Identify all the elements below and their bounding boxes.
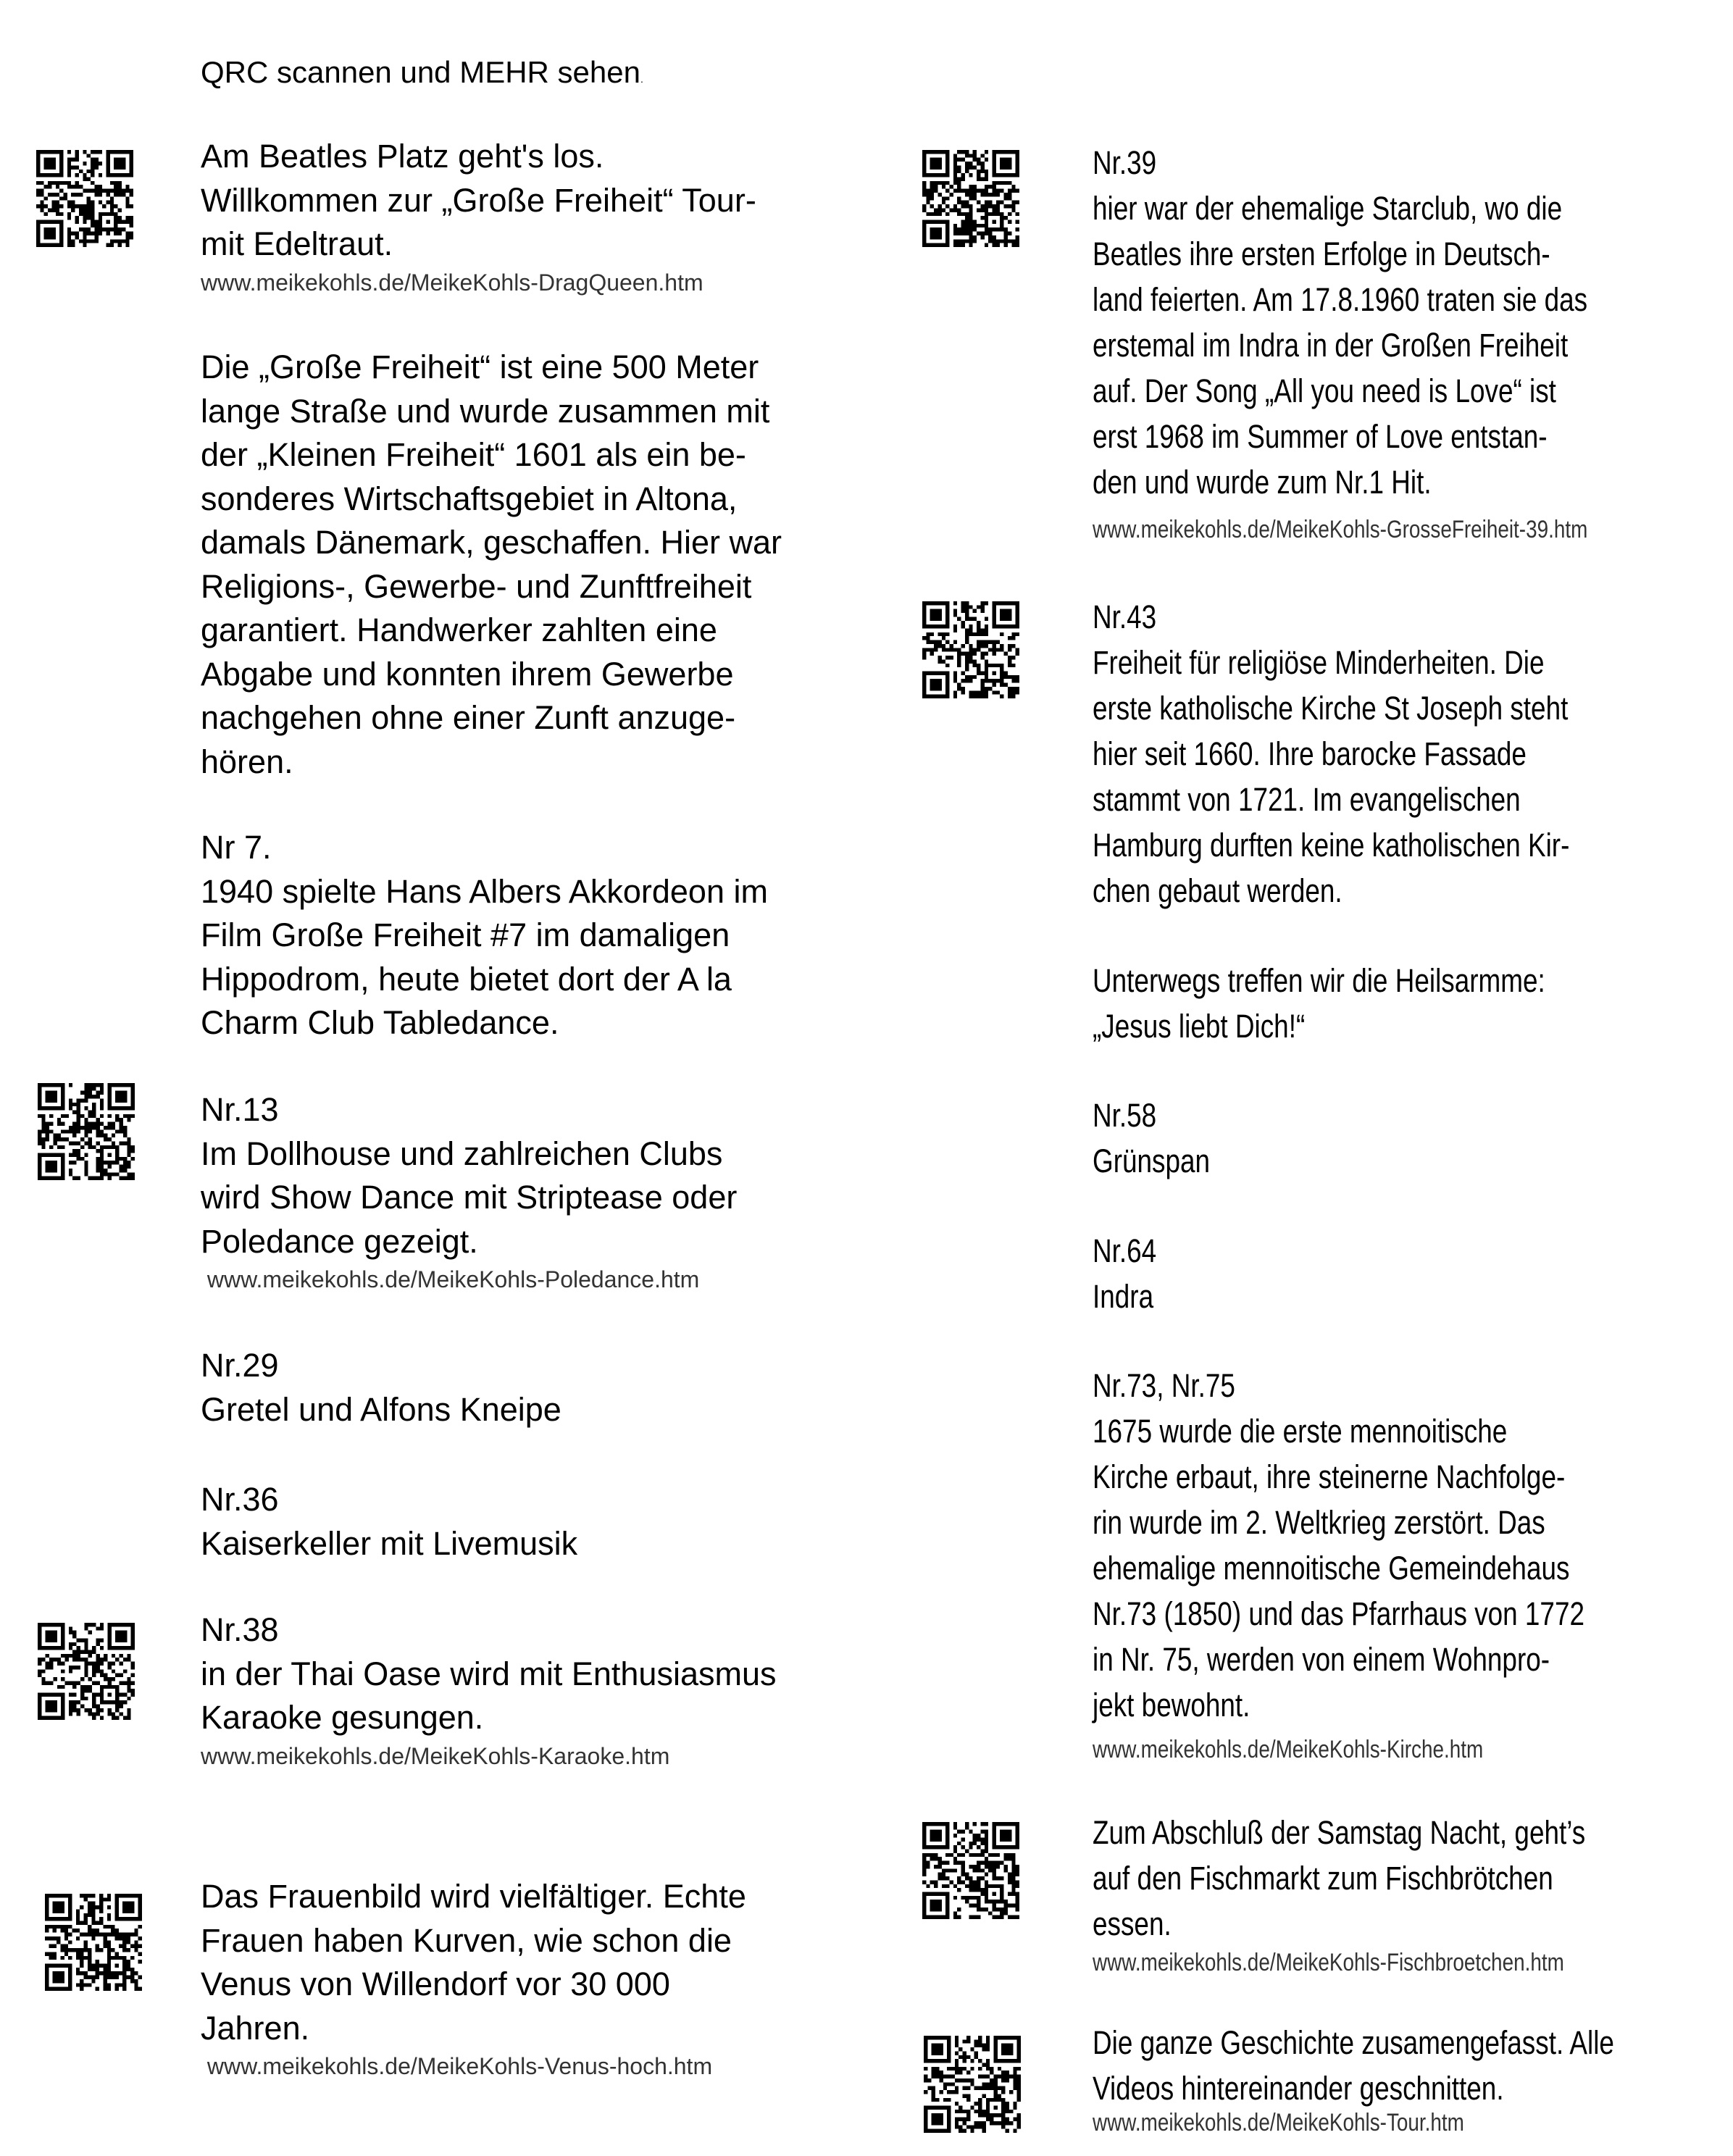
section-text-line: erstemal im Indra in der Großen Freiheit: [1093, 327, 1569, 364]
section-url-link[interactable]: www.meikekohls.de/MeikeKohls-DragQueen.htm: [201, 269, 703, 296]
section-text-line: Grünspan: [1093, 1142, 1211, 1179]
section-text-line: in Nr. 75, werden von einem Wohnpro-: [1093, 1641, 1550, 1678]
section-text-line: Film Große Freiheit #7 im damaligen: [201, 916, 730, 953]
section-text-line: Kirche erbaut, ihre steinerne Nachfolge-: [1093, 1458, 1566, 1495]
section-text-line: erste katholische Kirche St Joseph steht: [1093, 690, 1569, 727]
section-url-link[interactable]: www.meikekohls.de/MeikeKohls-Fischbroetchen.htm: [1093, 1949, 1564, 1976]
section-nr-29: [201, 1344, 853, 1432]
section-text-line: 1940 spielte Hans Albers Akkordeon im: [201, 872, 768, 910]
section-grosse-freiheit-intro: [201, 346, 853, 784]
section-text-line: Religions-, Gewerbe- und Zunftfreiheit: [201, 567, 752, 605]
qr-code-graphic: [45, 1894, 142, 1991]
section-text-line: Im Dollhouse und zahlreichen Clubs: [201, 1135, 723, 1172]
qr-code-graphic: [924, 2036, 1021, 2133]
section-text-line: Gretel und Alfons Kneipe: [201, 1390, 561, 1428]
page-title-text: QRC scannen und MEHR sehen: [201, 55, 640, 89]
section-text-line: Nr.58: [1093, 1097, 1157, 1134]
section-text-line: sonderes Wirtschaftsgebiet in Altona,: [201, 480, 738, 517]
section-nr-36: [201, 1478, 853, 1566]
section-nr-58: [1093, 1092, 1730, 1184]
section-text-line: erst 1968 im Summer of Love entstan-: [1093, 418, 1548, 455]
section-text-line: Die ganze Geschichte zusamengefasst. Alle: [1093, 2024, 1614, 2061]
section-text-line: Frauen haben Kurven, wie schon die: [201, 1921, 732, 1959]
section-text-line: der „Kleinen Freiheit“ 1601 als ein be-: [201, 436, 746, 473]
section-nr-13: [201, 1088, 853, 1295]
section-nr-7: [201, 826, 853, 1045]
section-text-line: Am Beatles Platz geht's los.: [201, 138, 604, 175]
section-url-link[interactable]: www.meikekohls.de/MeikeKohls-Venus-hoch.htm: [201, 2053, 713, 2079]
section-heilsarmee: [1093, 958, 1730, 1049]
section-text-line: Karaoke gesungen.: [201, 1699, 484, 1736]
section-text-line: Freiheit für religiöse Minderheiten. Die: [1093, 644, 1545, 681]
section-text-line: Nr.13: [201, 1091, 279, 1128]
section-text-line: damals Dänemark, geschaffen. Hier war: [201, 524, 782, 561]
section-text-line: den und wurde zum Nr.1 Hit.: [1093, 464, 1432, 501]
section-text-line: stammt von 1721. Im evangelischen: [1093, 781, 1521, 818]
section-text-line: Hippodrom, heute bietet dort der A la: [201, 960, 732, 998]
section-text-line: Nr.38: [201, 1611, 279, 1648]
section-text-line: Beatles ihre ersten Erfolge in Deutsch-: [1093, 235, 1550, 272]
section-venus: [201, 1875, 853, 2082]
qr-code-icon[interactable]: [924, 2036, 1021, 2133]
section-text-line: Zum Abschluß der Samstag Nacht, geht’s: [1093, 1814, 1586, 1851]
section-text-line: garantiert. Handwerker zahlten eine: [201, 611, 717, 648]
section-text-line: Indra: [1093, 1278, 1154, 1315]
section-text-line: Nr.43: [1093, 598, 1157, 635]
page-title-dot: .: [640, 73, 643, 85]
section-tour: [1093, 2020, 1730, 2139]
section-text-line: auf den Fischmarkt zum Fischbrötchen: [1093, 1860, 1553, 1897]
section-text-line: Nr.29: [201, 1347, 279, 1384]
section-url-link[interactable]: www.meikekohls.de/MeikeKohls-Kirche.htm: [1093, 1736, 1484, 1763]
section-text-line: land feierten. Am 17.8.1960 traten sie das: [1093, 281, 1588, 318]
section-text-line: chen gebaut werden.: [1093, 872, 1342, 909]
qr-code-graphic: [922, 1822, 1019, 1919]
qr-code-graphic: [922, 150, 1019, 247]
section-text-line: mit Edeltraut.: [201, 225, 393, 262]
section-text-line: ehemalige mennoitische Gemeindehaus: [1093, 1550, 1570, 1587]
qr-code-graphic: [922, 601, 1019, 698]
section-text-line: Abgabe und konnten ihrem Gewerbe: [201, 655, 734, 693]
section-text-line: Willkommen zur „Große Freiheit“ Tour-: [201, 181, 756, 219]
section-text-line: Hamburg durften keine katholischen Kir-: [1093, 827, 1570, 864]
section-text-line: rin wurde im 2. Weltkrieg zerstört. Das: [1093, 1504, 1545, 1541]
section-text-line: Unterwegs treffen wir die Heilsarmme:: [1093, 962, 1545, 999]
section-text-line: Nr.39: [1093, 144, 1157, 181]
section-text-line: jekt bewohnt.: [1093, 1687, 1250, 1723]
section-text-line: Die „Große Freiheit“ ist eine 500 Meter: [201, 348, 759, 385]
section-nr-43: [1093, 594, 1730, 914]
section-beatles-platz: [201, 135, 853, 298]
section-text-line: auf. Der Song „All you need is Love“ ist: [1093, 372, 1556, 409]
qr-code-icon[interactable]: [45, 1894, 142, 1991]
qr-code-icon[interactable]: [922, 601, 1019, 698]
section-text-line: essen.: [1093, 1905, 1172, 1942]
section-text-line: wird Show Dance mit Striptease oder: [201, 1179, 738, 1216]
section-url-link[interactable]: www.meikekohls.de/MeikeKohls-Tour.htm: [1093, 2109, 1464, 2136]
section-nr-64: [1093, 1228, 1730, 1319]
page-title: [201, 52, 643, 99]
section-text-line: hören.: [201, 743, 293, 780]
section-text-line: „Jesus liebt Dich!“: [1093, 1008, 1306, 1045]
section-fischmarkt: [1093, 1810, 1730, 1979]
section-text-line: hier seit 1660. Ihre barocke Fassade: [1093, 735, 1527, 772]
section-text-line: Nr.64: [1093, 1232, 1157, 1269]
section-url-link[interactable]: www.meikekohls.de/MeikeKohls-Karaoke.htm: [201, 1742, 670, 1769]
section-text-line: Nr.73, Nr.75: [1093, 1367, 1235, 1404]
section-text-line: Das Frauenbild wird vielfältiger. Echte: [201, 1878, 746, 1915]
qr-code-icon[interactable]: [38, 1083, 135, 1180]
section-text-line: in der Thai Oase wird mit Enthusiasmus: [201, 1655, 777, 1692]
section-text-line: Jahren.: [201, 2009, 310, 2047]
section-text-line: lange Straße und wurde zusammen mit: [201, 392, 770, 430]
section-text-line: Nr.73 (1850) und das Pfarrhaus von 1772: [1093, 1595, 1584, 1632]
qr-code-graphic: [38, 1623, 135, 1720]
section-text-line: Venus von Willendorf vor 30 000: [201, 1965, 670, 2002]
qr-code-graphic: [36, 150, 133, 247]
qr-code-graphic: [38, 1083, 135, 1180]
section-text-line: Videos hintereinander geschnitten.: [1093, 2070, 1504, 2107]
section-text-line: nachgehen ohne einer Zunft anzuge-: [201, 699, 736, 736]
section-text-line: Charm Club Tabledance.: [201, 1004, 559, 1041]
section-nr-39: [1093, 140, 1730, 546]
section-nr-38: [201, 1608, 853, 1772]
qr-code-icon[interactable]: [922, 1822, 1019, 1919]
section-url-link[interactable]: www.meikekohls.de/MeikeKohls-Poledance.htm: [201, 1266, 700, 1292]
qr-code-icon[interactable]: [38, 1623, 135, 1720]
section-text-line: Poledance gezeigt.: [201, 1222, 478, 1260]
qr-code-icon[interactable]: [922, 150, 1019, 247]
section-text-line: Kaiserkeller mit Livemusik: [201, 1524, 578, 1562]
section-text-line: hier war der ehemalige Starclub, wo die: [1093, 190, 1563, 227]
section-url-link[interactable]: www.meikekohls.de/MeikeKohls-GrosseFreiheit-39.htm: [1093, 516, 1588, 543]
section-text-line: Nr 7.: [201, 829, 272, 866]
section-nr-73-75: [1093, 1363, 1730, 1766]
section-text-line: Nr.36: [201, 1481, 279, 1518]
qr-code-icon[interactable]: [36, 150, 133, 247]
section-text-line: 1675 wurde die erste mennoitische: [1093, 1413, 1508, 1450]
